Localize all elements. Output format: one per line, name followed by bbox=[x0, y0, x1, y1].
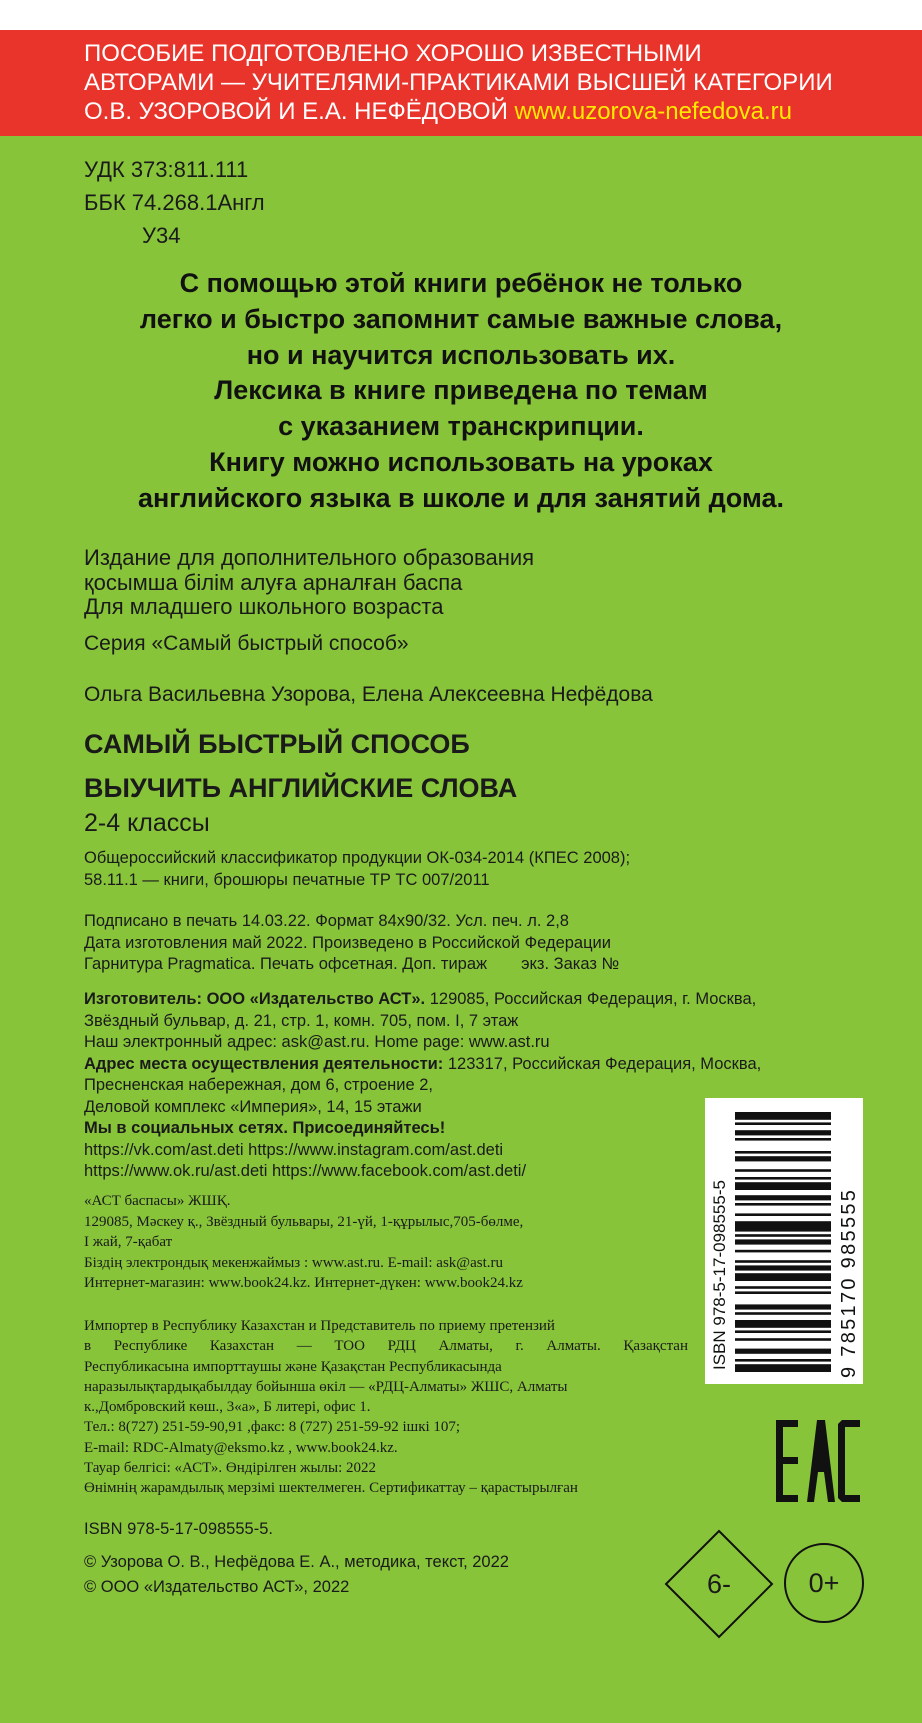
social-links[interactable]: https://vk.com/ast.deti https://www.instagram.com/ast.deti bbox=[84, 1140, 504, 1159]
udk-code: УДК 373:811.111 bbox=[84, 157, 249, 182]
product-classifier bbox=[84, 847, 630, 891]
age-badge-diamond bbox=[664, 1529, 774, 1639]
edition-line: қосымша білім алуға арналған баспа bbox=[84, 569, 463, 595]
eac-icon bbox=[776, 1420, 860, 1502]
printing-line: Подписано в печать 14.03.22. Формат 84х90/32. Усл. печ. л. 2,8 bbox=[84, 912, 569, 930]
copyright-line: © ООО «Издательство АСТ», 2022 bbox=[84, 1577, 350, 1596]
kz-line: I жай, 7-қабат bbox=[84, 1234, 173, 1250]
edition-line: Издание для дополнительного образования bbox=[84, 545, 535, 570]
grades: 2-4 классы bbox=[84, 809, 210, 837]
manufacturer-address: Звёздный бульвар, д. 21, стр. 1, комн. 705, пом. I, 7 этаж bbox=[84, 1011, 519, 1030]
isbn: ISBN 978-5-17-098555-5. bbox=[84, 1520, 273, 1538]
kazakh-publisher-info bbox=[84, 1191, 523, 1294]
banner-line: ПОСОБИЕ ПОДГОТОВЛЕНО ХОРОШО ИЗВЕСТНЫМИ bbox=[84, 40, 702, 67]
barcode-bar bbox=[735, 1273, 831, 1281]
printing-line: Дата изготовления май 2022. Произведено в Российской Федерации bbox=[84, 933, 611, 952]
importer-info bbox=[84, 1316, 688, 1499]
importer-line: в Республике Казахстан — ТОО РДЦ Алматы, г. Алматы. Қазақстан bbox=[84, 1338, 688, 1355]
barcode-bars bbox=[735, 1112, 831, 1372]
book-title bbox=[84, 722, 517, 810]
barcode-bar bbox=[735, 1112, 831, 1120]
authors-banner bbox=[0, 30, 922, 136]
description-line: с указанием транскрипции. bbox=[278, 411, 644, 442]
barcode-bar bbox=[735, 1260, 831, 1263]
activity-address-line: Адрес места осуществления деятельности: 123317, Российская Федерация, Москва, bbox=[84, 1054, 762, 1073]
barcode-bar bbox=[735, 1130, 831, 1135]
barcode-bar bbox=[735, 1221, 831, 1231]
authors: Ольга Васильевна Узорова, Елена Алексеевна Нефёдова bbox=[84, 683, 653, 706]
activity-address: Деловой комплекс «Империя», 14, 15 этажи bbox=[84, 1097, 422, 1116]
age-badge-6-text: 6- bbox=[706, 1568, 731, 1599]
importer-line: E-mail: RDC-Almaty@eksmo.kz , www.book24.kz. bbox=[84, 1439, 398, 1456]
copyright-line: © Узорова О. В., Нефёдова Е. А., методика, текст, 2022 bbox=[84, 1553, 509, 1571]
barcode-bar bbox=[735, 1291, 831, 1294]
printing-line: Гарнитура Pragmatica. Печать офсетная. Доп. тираж экз. Заказ № bbox=[84, 955, 620, 973]
barcode-bar bbox=[735, 1359, 831, 1362]
barcode-bar bbox=[735, 1151, 831, 1154]
manufacturer-email: Наш электронный адрес: ask@ast.ru. Home page: www.ast.ru bbox=[84, 1033, 550, 1051]
description-line: Книгу можно использовать на уроках bbox=[209, 446, 713, 477]
activity-address: Пресненская набережная, дом 6, строение 2, bbox=[84, 1076, 433, 1094]
edition-line: Для младшего школьного возраста bbox=[84, 594, 444, 619]
manufacturer-line: Изготовитель: ООО «Издательство АСТ». 129085, Российская Федерация, г. Москва, bbox=[84, 990, 757, 1008]
manufacturer-info bbox=[84, 989, 761, 1183]
barcode-bar bbox=[735, 1286, 831, 1289]
author-mark: У34 bbox=[142, 223, 181, 248]
barcode-bar bbox=[735, 1156, 831, 1161]
barcode-bar bbox=[735, 1250, 831, 1253]
barcode-bar bbox=[735, 1195, 831, 1200]
barcode-bar bbox=[735, 1239, 831, 1244]
barcode-bar bbox=[735, 1234, 831, 1237]
barcode-bar bbox=[735, 1364, 831, 1372]
social-links[interactable]: https://www.ok.ru/ast.deti https://www.facebook.com/ast.deti/ bbox=[84, 1162, 527, 1180]
importer-line: к.,Домбровский көш., 3«а», Б литері, офис 1. bbox=[84, 1399, 371, 1416]
kz-line: «АСТ баспасы» ЖШҚ. bbox=[84, 1193, 231, 1209]
barcode-bar bbox=[735, 1312, 831, 1315]
eac-mark bbox=[776, 1420, 860, 1502]
kz-line: Біздің электрондық мекенжаймыз : www.ast.ru. E-mail: ask@ast.ru bbox=[84, 1254, 504, 1271]
title-line: ВЫУЧИТЬ АНГЛИЙСКИЕ СЛОВА bbox=[84, 773, 518, 803]
barcode-digits: 9 785170 985555 bbox=[838, 1187, 860, 1378]
importer-line: Өнімнің жарамдылық мерзімі шектелмеген. Сертификаттау – қарастырылған bbox=[84, 1480, 578, 1497]
importer-line: Республикасына импорттаушы және Қазақстан Республикасында bbox=[84, 1358, 502, 1375]
barcode-bar bbox=[735, 1177, 831, 1180]
importer-line: наразылықтардықабылдау бойынша өкіл — «РДЦ-Алматы» ЖШС, Алматы bbox=[84, 1378, 568, 1395]
barcode-bar bbox=[735, 1213, 831, 1216]
description-line: Лексика в книге приведена по темам bbox=[214, 375, 708, 406]
description-line: С помощью этой книги ребёнок не только bbox=[179, 268, 743, 298]
series-name: Серия «Самый быстрый способ» bbox=[84, 632, 409, 655]
barcode-bar bbox=[735, 1304, 831, 1309]
barcode-bar bbox=[735, 1203, 831, 1206]
importer-line: Тел.: 8(727) 251-59-90,91 ,факс: 8 (727) 251-59-92 ішкі 107; bbox=[84, 1419, 461, 1436]
barcode-bar bbox=[735, 1320, 831, 1328]
kz-line: Интернет-магазин: www.book24.kz. Интернет-дүкен: www.book24.kz bbox=[84, 1275, 523, 1291]
barcode-bar bbox=[735, 1182, 831, 1190]
classification-codes bbox=[84, 153, 265, 252]
copyright bbox=[84, 1550, 509, 1599]
barcode-bar bbox=[735, 1338, 831, 1341]
social-label: Мы в социальных сетях. Присоединяйтесь! bbox=[84, 1119, 446, 1137]
importer-line: Импортер в Республику Казахстан и Представитель по приему претензий bbox=[84, 1318, 555, 1334]
description-line: английского языка в школе и для занятий дома. bbox=[137, 482, 785, 513]
bbk-code: ББК 74.268.1Англ bbox=[84, 190, 265, 215]
top-margin bbox=[0, 0, 922, 30]
title-line: САМЫЙ БЫСТРЫЙ СПОСОБ bbox=[84, 729, 470, 759]
barcode-bar bbox=[735, 1122, 831, 1125]
barcode-bar bbox=[735, 1169, 831, 1172]
banner-line: АВТОРАМИ — УЧИТЕЛЯМИ-ПРАКТИКАМИ ВЫСШЕЙ КАТЕГОРИИ bbox=[84, 69, 833, 96]
book-description bbox=[0, 266, 922, 517]
importer-line: Тауар белгісі: «АСТ». Өндірілген жылы: 2022 bbox=[84, 1460, 377, 1477]
barcode-bar bbox=[735, 1138, 831, 1141]
barcode-isbn-text: ISBN 978-5-17-098555-5 bbox=[710, 1180, 729, 1370]
website-link[interactable]: www.uzorova-nefedova.ru bbox=[514, 98, 792, 125]
description-line: но и научится использовать их. bbox=[246, 339, 676, 370]
barcode-graphic bbox=[705, 1098, 863, 1384]
barcode-bar bbox=[735, 1330, 831, 1333]
barcode-bar bbox=[735, 1349, 831, 1354]
barcode bbox=[705, 1098, 863, 1384]
kz-line: 129085, Мәскеу қ., Звёздный бульвары, 21-үй, 1-құрылыс,705-бөлме, bbox=[84, 1213, 524, 1230]
description-line: легко и быстро запомнит самые важные слова, bbox=[139, 303, 783, 334]
classifier-line: Общероссийский классификатор продукции ОК-034-2014 (КПЕС 2008); bbox=[84, 849, 631, 867]
classifier-line: 58.11.1 — книги, брошюры печатные ТР ТС 007/2011 bbox=[84, 871, 490, 889]
barcode-bar bbox=[735, 1265, 831, 1270]
printing-info bbox=[84, 911, 619, 976]
age-badge-circle: 0+ bbox=[784, 1543, 864, 1623]
edition-info bbox=[84, 546, 534, 620]
banner-line: О.В. УЗОРОВОЙ И Е.А. НЕФЁДОВОЙ www.uzorova-nefedova.ru bbox=[84, 98, 792, 125]
